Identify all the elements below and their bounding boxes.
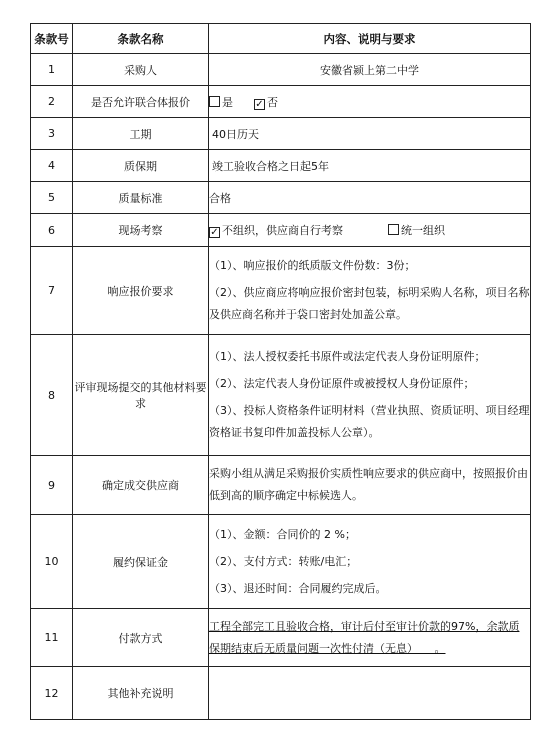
clause-name: 其他补充说明: [73, 667, 209, 720]
content-line: （2）、支付方式：转账/电汇；: [209, 554, 358, 568]
clause-number: 1: [31, 54, 73, 86]
content-line: 工程全部完工且验收合格，审计后付至审计价款的97%，余款质保期结束后无质量问题一次性付清（无息） 。: [209, 619, 520, 655]
clause-content: [209, 515, 531, 609]
clause-content: [209, 86, 531, 118]
table-row: [31, 247, 531, 335]
clauses-table: [30, 23, 531, 720]
clause-name: 工期: [73, 118, 209, 150]
option-label: 是: [222, 95, 233, 109]
table-row: [31, 667, 531, 720]
checkbox-checked-icon[interactable]: ✓: [210, 227, 219, 238]
clause-name: 履约保证金: [73, 515, 209, 609]
content-line: （3）、投标人资格条件证明材料（营业执照、资质证明、项目经理资格证书复印件加盖投标人公章）。: [209, 404, 530, 439]
content-line: （1）、响应报价的纸质版文件份数：3份；: [209, 259, 416, 272]
clause-number: 8: [31, 335, 73, 456]
clause-number: 7: [31, 247, 73, 335]
clause-number: 2: [31, 86, 73, 118]
content-line: （2）、法定代表人身份证原件或被授权人身份证原件；: [209, 377, 475, 390]
option-label: 统一组织: [401, 224, 445, 237]
clause-content: [209, 456, 531, 515]
clause-content: 40日历天: [209, 118, 531, 150]
clause-content: [209, 247, 531, 335]
clause-number: 4: [31, 150, 73, 182]
clause-number: 12: [31, 667, 73, 720]
table-row: [31, 86, 531, 118]
clause-name: 是否允许联合体报价: [73, 86, 209, 118]
content-line: （2）、供应商应将响应报价密封包装，标明采购人名称，项目名称及供应商名称并于袋口密封处加盖公章。: [209, 286, 530, 321]
header-row: [31, 24, 531, 54]
clause-content: [209, 609, 531, 667]
clause-number: 5: [31, 182, 73, 214]
clause-name: 现场考察: [73, 214, 209, 247]
table-row: [31, 54, 531, 86]
table-row: [31, 456, 531, 515]
content-line: 采购小组从满足采购报价实质性响应要求的供应商中，按照报价由低到高的顺序确定中标候选人。: [209, 467, 528, 502]
table-row: [31, 609, 531, 667]
clause-name: 响应报价要求: [73, 247, 209, 335]
header-name: 条款名称: [73, 24, 209, 54]
table-row: [31, 182, 531, 214]
clause-name: 评审现场提交的其他材料要求: [73, 335, 209, 456]
clause-content: 合格: [209, 182, 531, 214]
table-row: [31, 515, 531, 609]
table-row: [31, 118, 531, 150]
clause-number: 9: [31, 456, 73, 515]
clause-content: [209, 335, 531, 456]
clause-name: 付款方式: [73, 609, 209, 667]
clause-name: 质保期: [73, 150, 209, 182]
table-row: [31, 150, 531, 182]
content-line: （1）、法人授权委托书原件或法定代表人身份证明原件；: [209, 350, 486, 363]
clause-content: 安徽省颍上第二中学: [209, 54, 531, 86]
clause-content: [209, 214, 531, 247]
clause-number: 11: [31, 609, 73, 667]
checkbox-unchecked-icon[interactable]: [388, 224, 399, 235]
header-num: 条款号: [31, 24, 73, 54]
clause-name: 质量标准: [73, 182, 209, 214]
checkbox-checked-icon[interactable]: ✓: [255, 98, 264, 110]
content-line: （1）、金额：合同价的 2 %；: [209, 527, 356, 541]
clause-content: 竣工验收合格之日起5年: [209, 150, 531, 182]
clause-number: 10: [31, 515, 73, 609]
clause-content: [209, 667, 531, 720]
option-label: 不组织，供应商自行考察: [222, 224, 343, 237]
clause-number: 6: [31, 214, 73, 247]
table-row: [31, 335, 531, 456]
checkbox-unchecked-icon[interactable]: [209, 96, 220, 107]
header-content: 内容、说明与要求: [209, 24, 531, 54]
option-label: 否: [266, 95, 278, 109]
content-line: （3）、退还时间：合同履约完成后。: [209, 581, 387, 595]
clause-name: 确定成交供应商: [73, 456, 209, 515]
table-row: [31, 214, 531, 247]
clause-number: 3: [31, 118, 73, 150]
clause-name: 采购人: [73, 54, 209, 86]
